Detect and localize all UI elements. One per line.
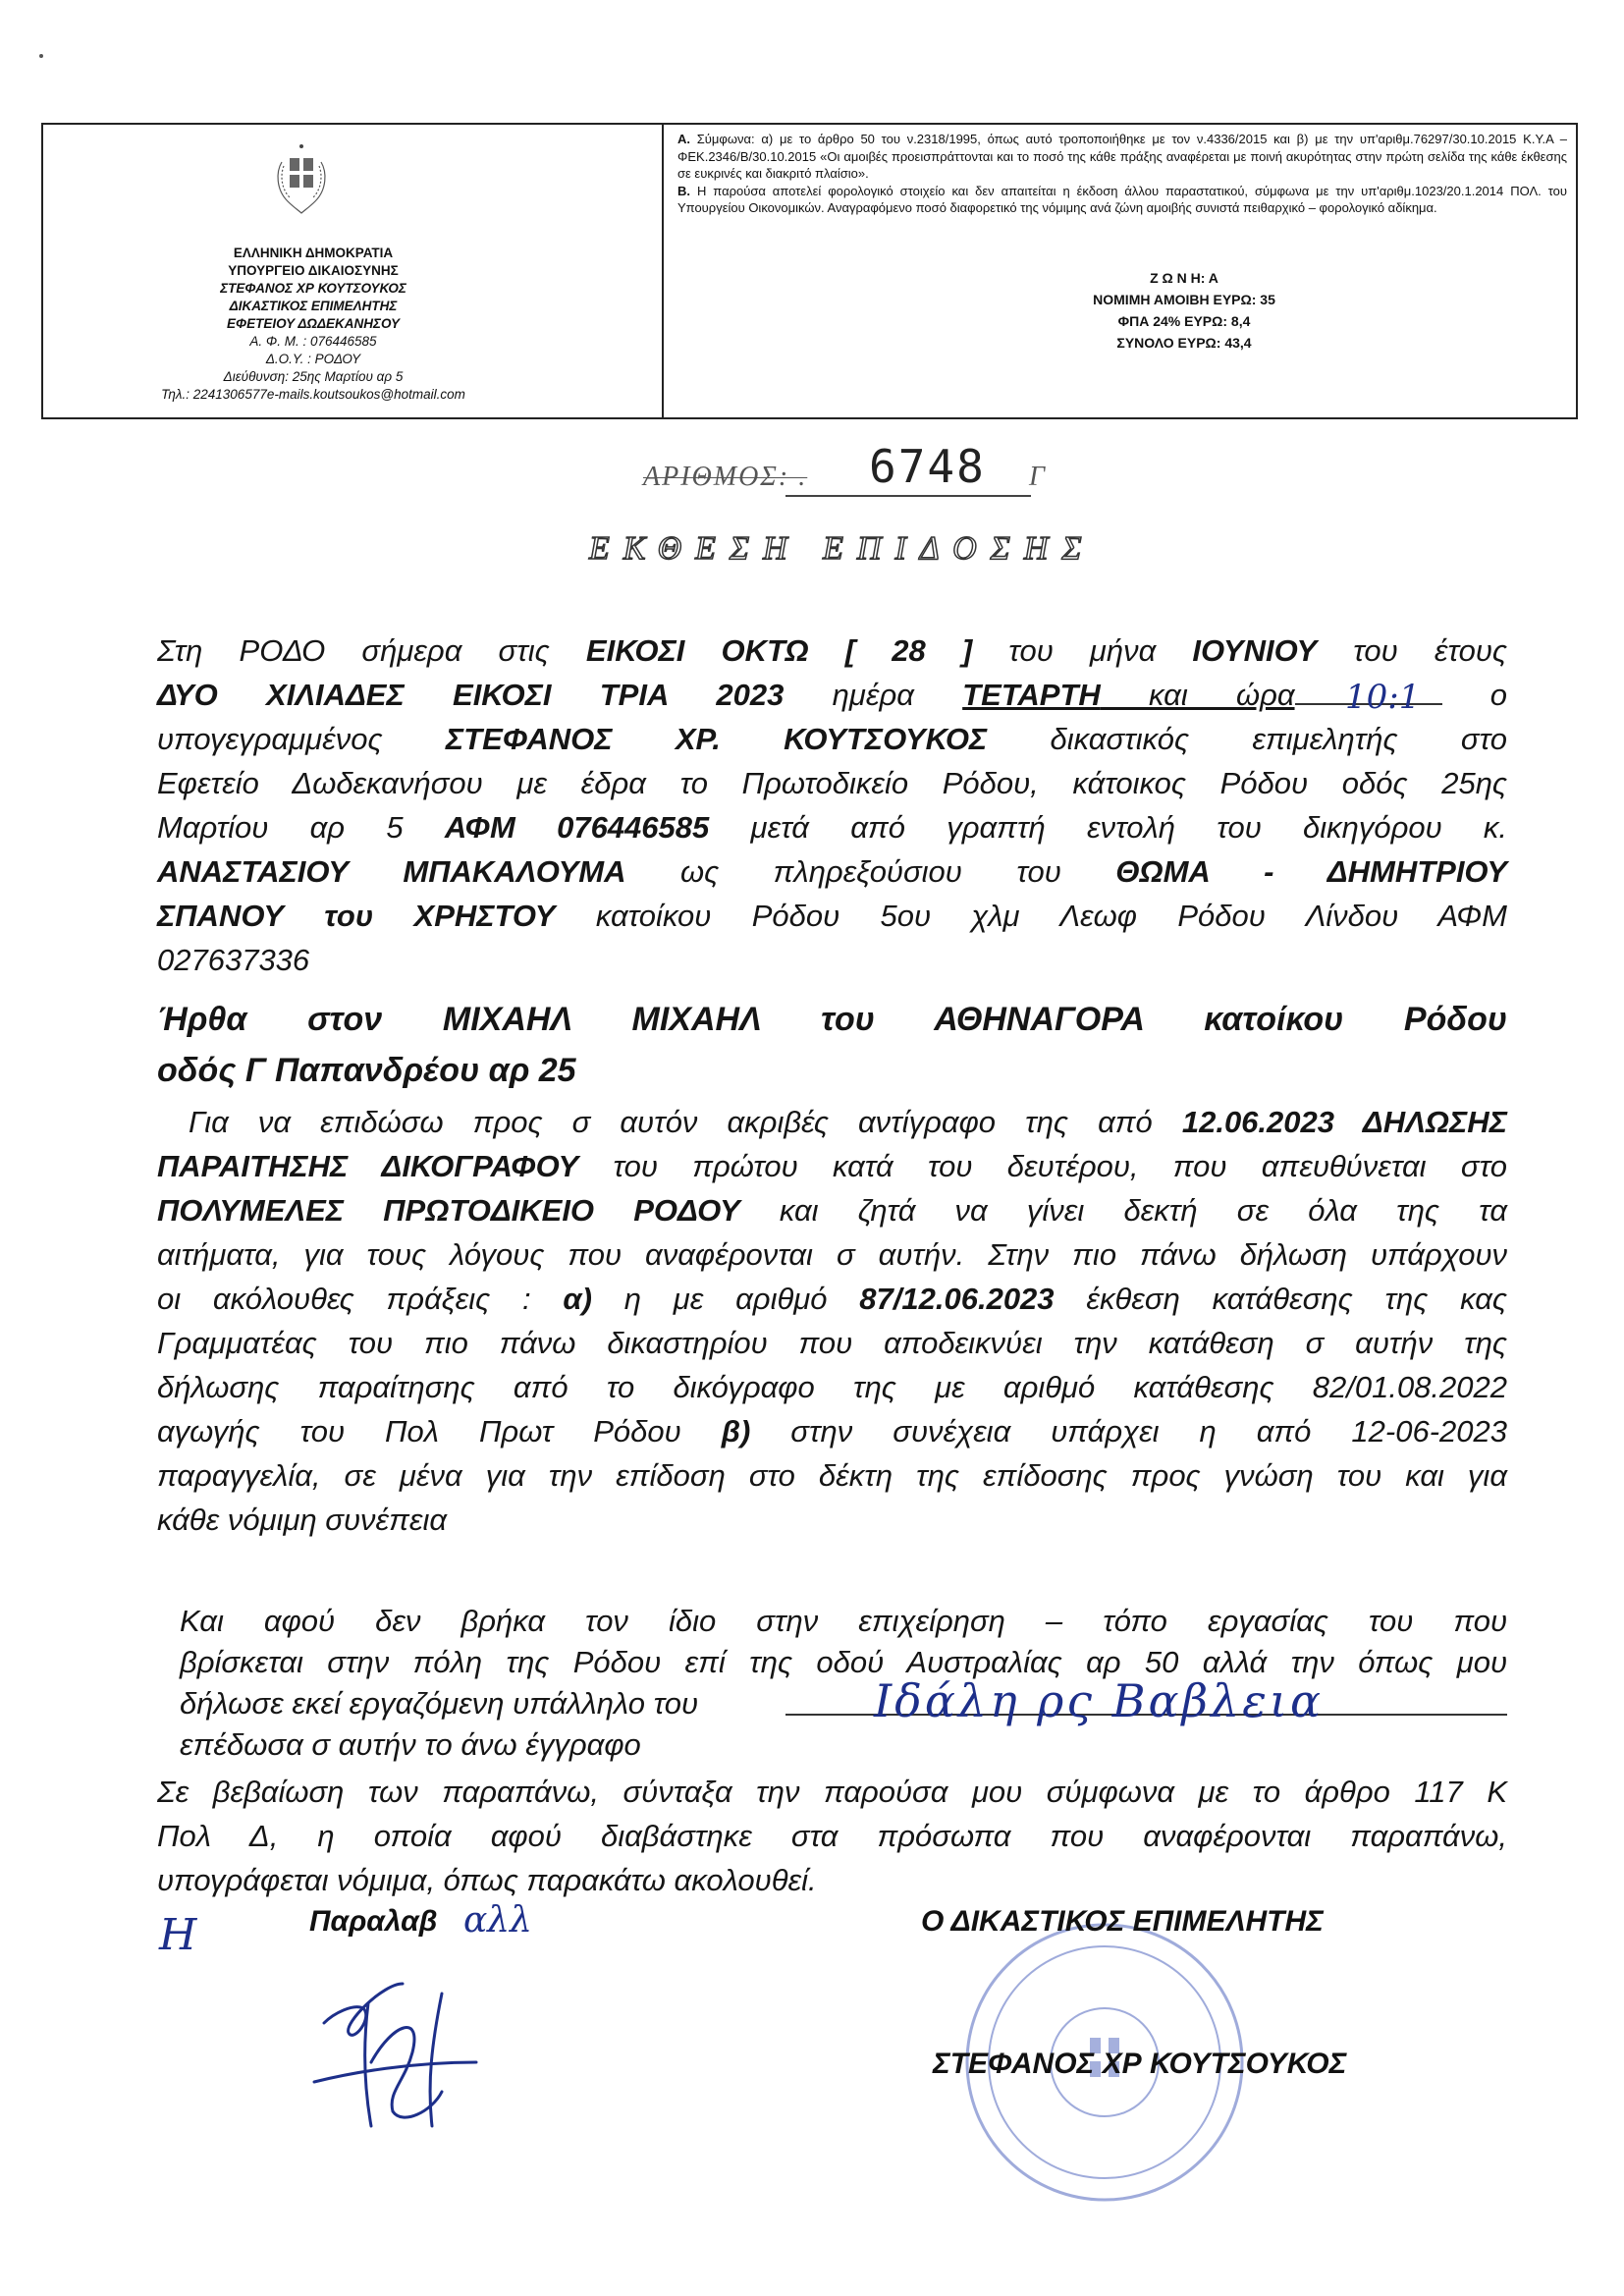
- scan-speck: [39, 54, 43, 58]
- bailiff-name: ΣΤΕΦΑΝΟΣ ΧΡ ΚΟΥΤΣΟΥΚΟΣ: [933, 2048, 1347, 2080]
- intro-line-1: Στη ΡΟΔΟ σήμερα στις ΕΙΚΟΣΙ ΟΚΤΩ [ 28 ] του μήνα ΙΟΥΝΙΟΥ του έτους: [157, 633, 1508, 668]
- issuer-line-address: Διεύθυνση: 25ης Μαρτίου αρ 5: [223, 369, 404, 384]
- notes-panel: [664, 125, 1577, 417]
- issuer-line-tax-id: Α. Φ. Μ. : 076446585: [249, 334, 377, 349]
- intro-line-6: ΑΝΑΣΤΑΣΙΟΥ ΜΠΑΚΑΛΟΥΜΑ ως πληρεξούσιου του ΘΩΜΑ - ΔΗΜΗΤΡΙΟΥ: [157, 854, 1507, 889]
- greek-emblem-icon: [274, 129, 329, 219]
- delivery-line-4: επέδωσα σ αυτήν το άνω έγγραφο: [180, 1727, 641, 1762]
- purpose-line-10: κάθε νόμιμη συνέπεια: [157, 1503, 448, 1537]
- purpose-line-9: παραγγελία, σε μένα για την επίδοση στο δέκτη της επίδοσης προς γνώση του και για: [157, 1458, 1507, 1493]
- purpose-line-3: ΠΟΛΥΜΕΛΕΣ ΠΡΩΤΟΔΙΚΕΙΟ ΡΟΔΟΥ και ζητά να γίνει δεκτή σε όλα της τα: [157, 1193, 1507, 1228]
- document-number-suffix: Γ: [1029, 462, 1045, 492]
- handwritten-recipient-name: Ιδάλη ρς Βαβλεια: [874, 1674, 1325, 1727]
- receiver-label: Παραλαβ: [309, 1905, 438, 1938]
- intro-line-5: Μαρτίου αρ 5 ΑΦΜ 076446585 μετά από γραπτή εντολή του δικηγόρου κ.: [157, 810, 1508, 845]
- fee-legal: ΝΟΜΙΜΗ ΑΜΟΙΒΗ ΕΥΡΩ: 35: [1093, 292, 1275, 307]
- paragraph-intro: [157, 629, 1507, 982]
- delivery-line-2: βρίσκεται στην πόλη της Ρόδου επί της οδού Αυστραλίας αρ 50 αλλά την όπως μου: [180, 1645, 1507, 1679]
- delivery-line-1: Και αφού δεν βρήκα τον ίδιο στην επιχείρηση – τόπο εργασίας του που: [180, 1604, 1507, 1638]
- handwritten-time: 10:1: [1345, 678, 1421, 717]
- issuer-line-republic: ΕΛΛΗΝΙΚΗ ΔΗΜΟΚΡΑΤΙΑ: [233, 246, 394, 260]
- closing-line-2: Πολ Δ, η οποία αφού διαβάστηκε στα πρόσωπα που αναφέρονται παραπάνω,: [157, 1819, 1507, 1853]
- recipient-line-2: οδός Γ Παπανδρέου αρ 25: [157, 1052, 576, 1089]
- document-number-line: [785, 495, 1031, 497]
- purpose-line-1: Για να επιδώσω προς σ αυτόν ακριβές αντίγραφο της από 12.06.2023 ΔΗΛΩΣΗΣ: [189, 1105, 1507, 1139]
- fee-total: ΣΥΝΟΛΟ ΕΥΡΩ: 43,4: [1116, 335, 1252, 351]
- recipient-line-1: Ήρθα στον ΜΙΧΑΗΛ ΜΙΧΑΗΛ του ΑΘΗΝΑΓΟΡΑ κατοίκου Ρόδου: [157, 1001, 1507, 1038]
- handwritten-mark: Η: [159, 1910, 197, 1960]
- purpose-line-2: ΠΑΡΑΙΤΗΣΗΣ ΔΙΚΟΓΡΑΦΟΥ του πρώτου κατά του δευτέρου, που απευθύνεται στο: [157, 1149, 1507, 1183]
- purpose-line-5: οι ακόλουθες πράξεις : α) η με αριθμό 87/12.06.2023 έκθεση κατάθεσης της κας: [157, 1282, 1507, 1316]
- issuer-line-contact: Τηλ.: 2241306577e-mails.koutsoukos@hotmail.com: [161, 387, 465, 402]
- note-b-label: Β.: [677, 183, 690, 198]
- bailiff-label: Ο ΔΙΚΑΣΤΙΚΟΣ ΕΠΙΜΕΛΗΤΗΣ: [921, 1905, 1324, 1938]
- issuer-line-name: ΣΤΕΦΑΝΟΣ ΧΡ ΚΟΥΤΣΟΥΚΟΣ: [220, 281, 406, 296]
- issuer-line-ministry: ΥΠΟΥΡΓΕΙΟ ΔΙΚΑΙΟΣΥΝΗΣ: [228, 263, 399, 278]
- document-title: ΕΚΘΕΣΗ ΕΠΙΔΟΣΗΣ: [589, 530, 1096, 567]
- issuer-line-court: ΕΦΕΤΕΙΟΥ ΔΩΔΕΚΑΝΗΣΟΥ: [227, 316, 400, 331]
- document-number-label: ΑΡΙΘΜΟΣ: .: [643, 462, 808, 492]
- legal-notes: [677, 131, 1567, 217]
- fee-vat: ΦΠΑ 24% ΕΥΡΩ: 8,4: [1117, 313, 1251, 329]
- note-b-text: Η παρούσα αποτελεί φορολογικό στοιχείο και δεν απαιτείται η έκδοση άλλου παραστατικού, σύμφωνα με την υπ'αριθμ.1023/20.1.2014 ΠΟΛ. του Υπουργείου Οικονομικών. Αναγραφόμενο ποσό διαφορετικό της νόμιμης ανά ζώνη αμοιβής συνιστά πειθαρχικό – φορολογικό αδίκημα.: [677, 183, 1567, 215]
- closing-line-1: Σε βεβαίωση των παραπάνω, σύνταξα την παρούσα μου σύμφωνα με το άρθρο 117 Κ: [157, 1775, 1507, 1809]
- handwritten-receiver-suffix: αλλ: [463, 1900, 532, 1941]
- delivery-line-3: δήλωσε εκεί εργαζόμενη υπάλληλο του: [180, 1686, 699, 1721]
- intro-line-8: 027637336: [157, 943, 310, 977]
- document-number-value: 6748: [869, 440, 986, 493]
- paragraph-closing: [157, 1770, 1507, 1902]
- intro-line-3: υπογεγραμμένος ΣΤΕΦΑΝΟΣ ΧΡ. ΚΟΥΤΣΟΥΚΟΣ δικαστικός επιμελητής στο: [157, 722, 1507, 756]
- issuer-panel: [43, 125, 662, 417]
- issuer-line-role: ΔΙΚΑΣΤΙΚΟΣ ΕΠΙΜΕΛΗΤΗΣ: [229, 299, 398, 313]
- intro-line-2: ΔΥΟ ΧΙΛΙΑΔΕΣ ΕΙΚΟΣΙ ΤΡΙΑ 2023 ημέρα ΤΕΤΑΡΤΗ και ώρα ο: [157, 678, 1508, 712]
- purpose-line-4: αιτήματα, για τους λόγους που αναφέρονται σ αυτήν. Στην πιο πάνω δήλωση υπάρχουν: [157, 1237, 1507, 1272]
- header-box: [41, 123, 1578, 419]
- fee-zone: Ζ Ω Ν Η: Α: [1150, 270, 1218, 286]
- note-a-label: Α.: [677, 132, 690, 146]
- paragraph-recipient: [157, 994, 1507, 1096]
- fees-block: [988, 267, 1380, 354]
- issuer-line-tax-office: Δ.Ο.Υ. : ΡΟΔΟΥ: [265, 352, 361, 366]
- purpose-line-7: δήλωσης παραίτησης από το δικόγραφο της με αριθμό κατάθεσης 82/01.08.2022: [157, 1370, 1507, 1404]
- paragraph-purpose: [157, 1100, 1507, 1542]
- receiver-signature: [295, 1964, 491, 2141]
- purpose-line-6: Γραμματέας του πιο πάνω δικαστηρίου που αποδεικνύει την κατάθεση σ αυτήν της: [157, 1326, 1507, 1360]
- intro-line-4: Εφετείο Δωδεκανήσου με έδρα το Πρωτοδικείο Ρόδου, κάτοικος Ρόδου οδός 25ης: [157, 766, 1507, 800]
- intro-line-7: ΣΠΑΝΟΥ του ΧΡΗΣΤΟΥ κατοίκου Ρόδου 5ου χλμ Λεωφ Ρόδου Λίνδου ΑΦΜ: [157, 899, 1507, 933]
- purpose-line-8: αγωγής του Πολ Πρωτ Ρόδου β) στην συνέχεια υπάρχει η από 12-06-2023: [157, 1414, 1507, 1449]
- note-a-text: Σύμφωνα: α) με το άρθρο 50 του ν.2318/1995, όπως αυτό τροποποιήθηκε με τον ν.4336/2015 και β) με την υπ'αριθμ.76297/30.10.2015 Κ.Υ.Α – ΦΕΚ.2346/Β/30.10.2015 «Οι αμοιβές προεισπράττονται και το ποσό της κάθε πράξης αναφέρεται με ποινή ακυρότητας στην πρώτη σελίδα της κάθε έκθεσης σε ευκρινές και διακριτό πλαίσιο».: [677, 132, 1567, 181]
- closing-line-3: υπογράφεται νόμιμα, όπως παρακάτω ακολουθεί.: [157, 1863, 817, 1897]
